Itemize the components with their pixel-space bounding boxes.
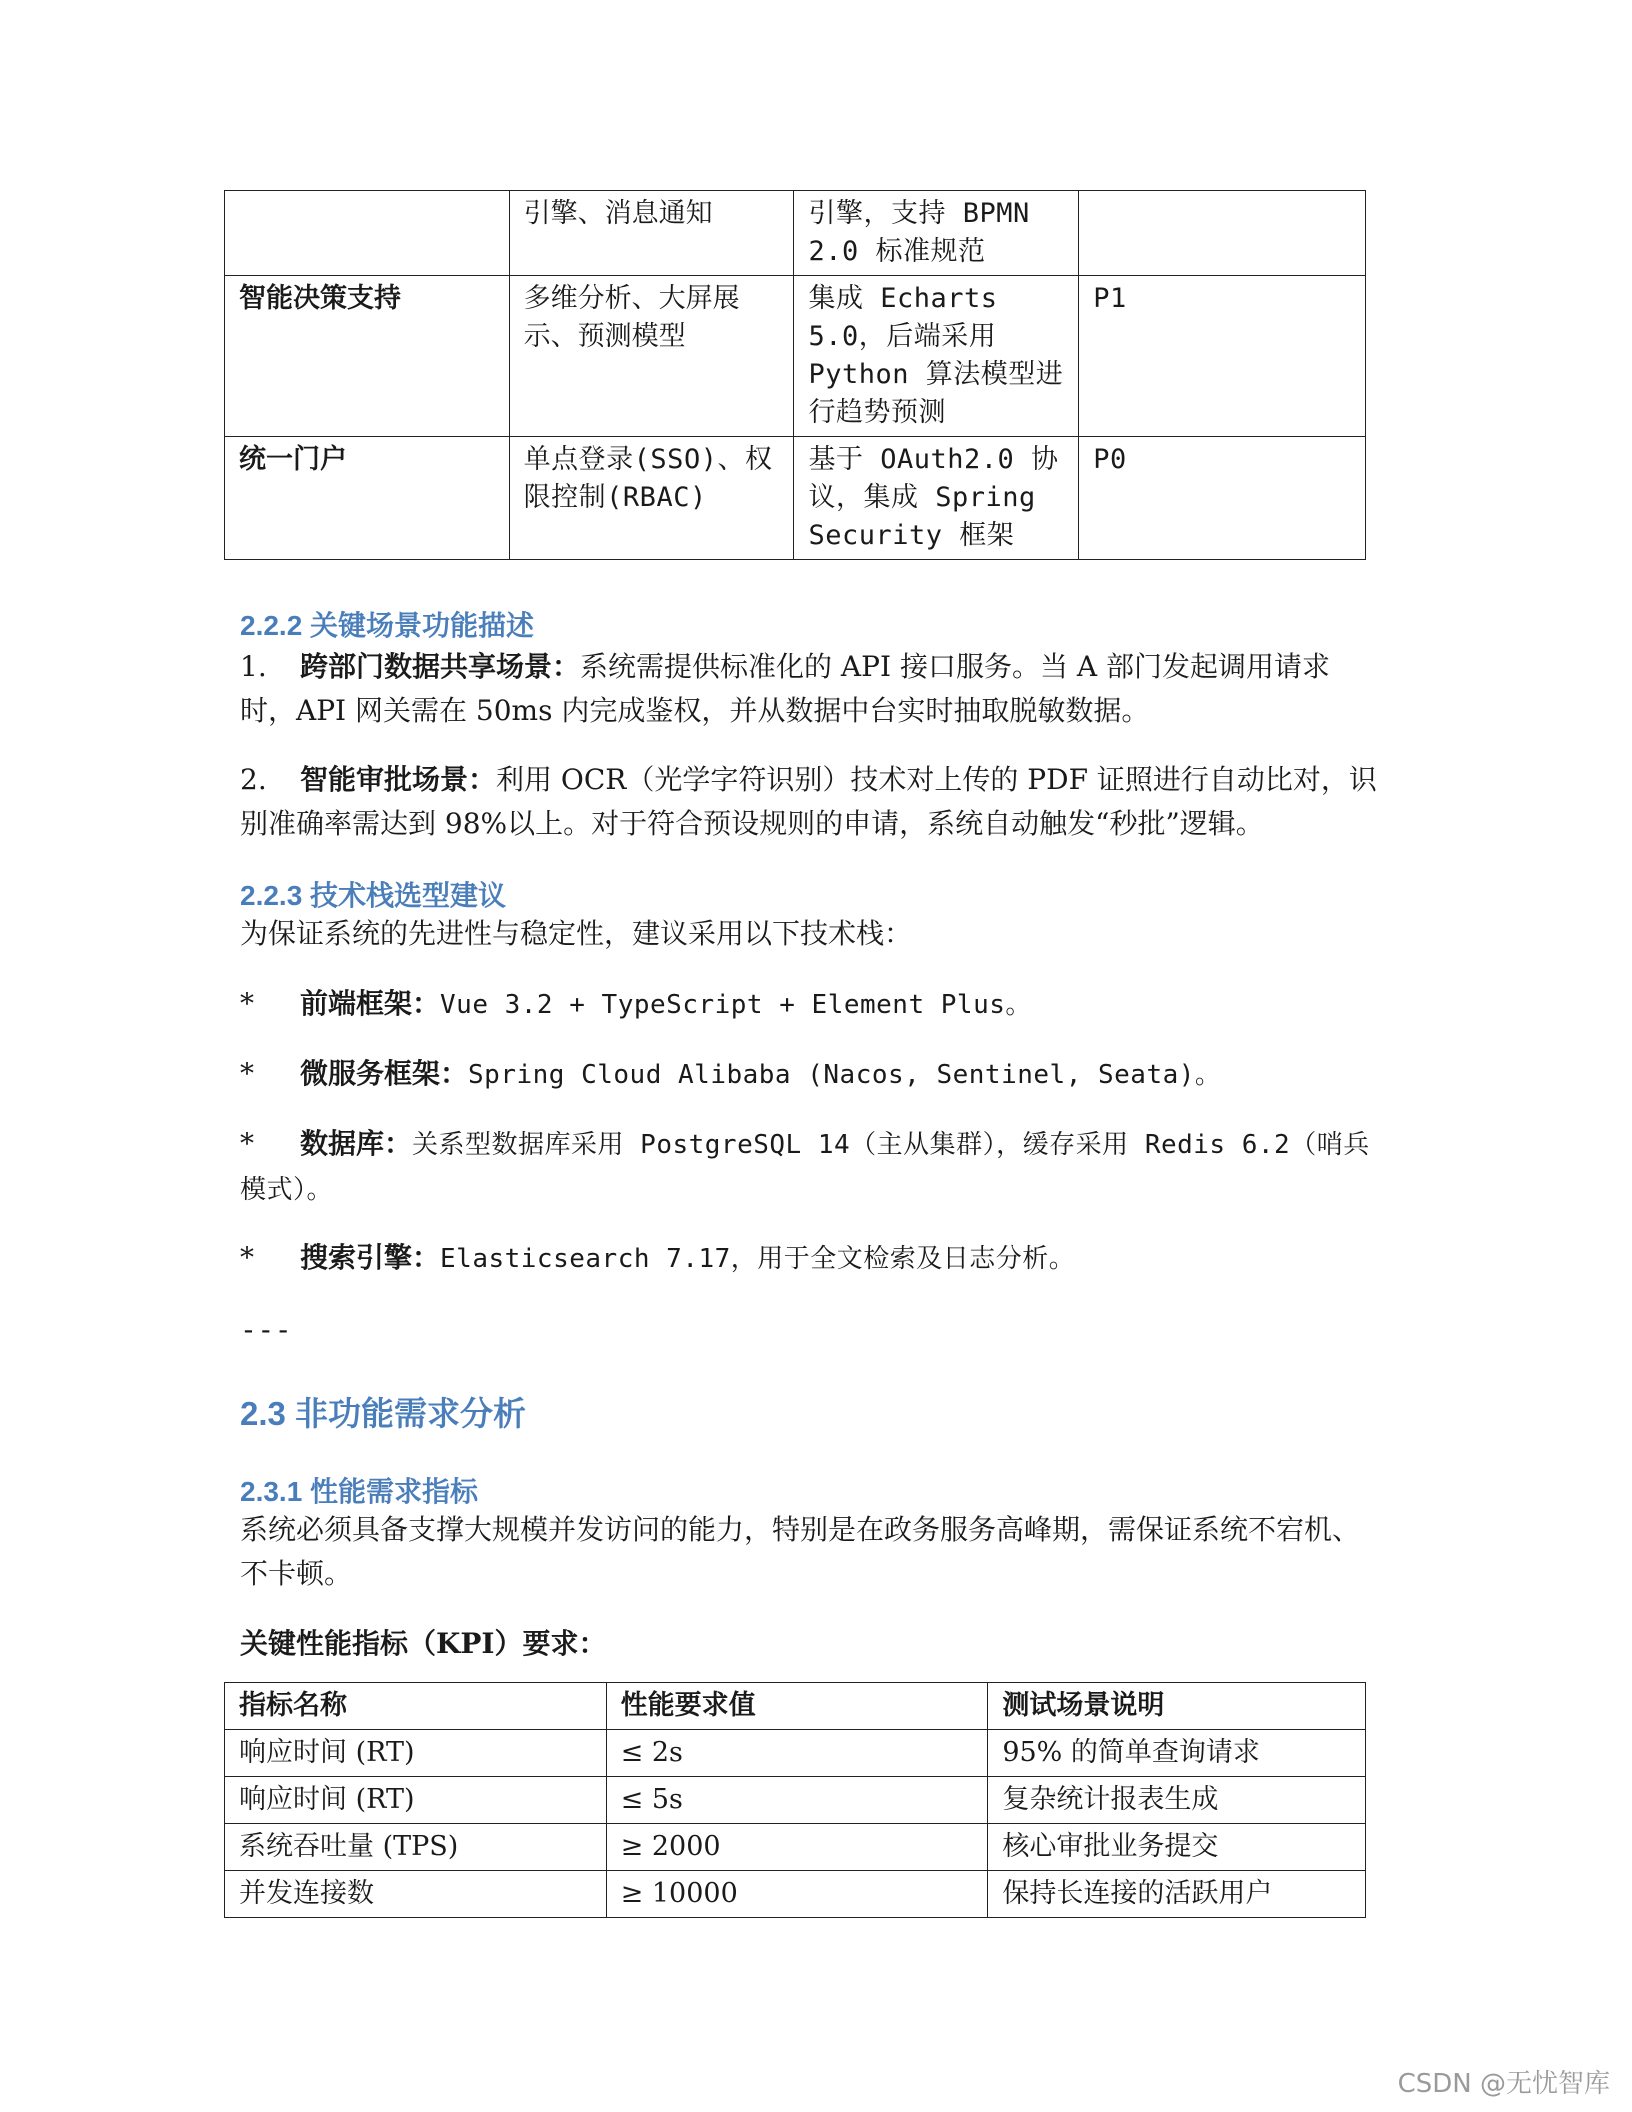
table-row [225,1871,1366,1918]
kpi-cell: ≥ 10000 [606,1871,988,1918]
item-title: 跨部门数据共享场景： [300,650,581,683]
bullet-text: Spring Cloud Alibaba (Nacos, Sentinel, Seata)。 [468,1060,1222,1090]
bullet-title: 微服务框架： [300,1057,469,1090]
section-heading-2-3-1: 2.3.1 性能需求指标 [240,1476,479,1507]
row-priority: P0 [1079,437,1366,560]
bullet-item [240,1236,1380,1281]
bullet-title: 前端框架： [300,987,441,1020]
bullet-text: Elasticsearch 7.17，用于全文检索及日志分析。 [440,1244,1076,1274]
section-heading-2-2-3: 2.2.3 技术栈选型建议 [240,880,507,911]
row-priority [1079,191,1366,276]
table-row [225,437,1366,560]
kpi-cell: 响应时间 (RT) [225,1730,607,1777]
performance-intro: 系统必须具备支撑大规模并发访问的能力，特别是在政务服务高峰期，需保证系统不宕机、不卡顿。 [240,1513,1361,1590]
bullet-item [240,1122,1380,1212]
row-tech: 引擎，支持 BPMN 2.0 标准规范 [794,191,1079,276]
kpi-cell: ≥ 2000 [606,1824,988,1871]
item-text: 利用 OCR（光学字符识别）技术对上传的 PDF 证照进行自动比对，识别准确率需达到 98%以上。对于符合预设规则的申请，系统自动触发“秒批”逻辑。 [240,763,1377,840]
kpi-cell: 复杂统计报表生成 [988,1777,1366,1824]
bullet-mark: * [240,1127,254,1160]
bullet-item [240,1052,1380,1097]
bullet-mark: * [240,987,254,1020]
kpi-header: 指标名称 [225,1683,607,1730]
row-tech: 基于 OAuth2.0 协议，集成 Spring Security 框架 [794,437,1079,560]
kpi-cell: 95% 的简单查询请求 [988,1730,1366,1777]
bullet-title: 搜索引擎： [300,1241,441,1274]
row-features: 多维分析、大屏展示、预测模型 [509,276,794,437]
tech-stack-intro: 为保证系统的先进性与稳定性，建议采用以下技术栈： [240,917,913,950]
kpi-cell: 并发连接数 [225,1871,607,1918]
row-name: 智能决策支持 [225,276,510,437]
kpi-cell: 保持长连接的活跃用户 [988,1871,1366,1918]
bullet-text: 关系型数据库采用 PostgreSQL 14（主从集群），缓存采用 Redis 6.2（哨兵模式）。 [240,1130,1370,1205]
scenario-item-1 [240,645,1380,733]
section-heading-2-2-2: 2.2.2 关键场景功能描述 [240,610,535,641]
kpi-header: 性能要求值 [606,1683,988,1730]
bullet-text: Vue 3.2 + TypeScript + Element Plus。 [440,990,1032,1020]
kpi-cell: 系统吞吐量 (TPS) [225,1824,607,1871]
table-row [225,1824,1366,1871]
top-table [224,190,1366,560]
row-name: 统一门户 [225,437,510,560]
item-number: 1. [240,650,267,683]
row-features: 引擎、消息通知 [509,191,794,276]
bullet-mark: * [240,1241,254,1274]
row-tech: 集成 Echarts 5.0，后端采用 Python 算法模型进行趋势预测 [794,276,1079,437]
item-number: 2. [240,763,267,796]
row-features: 单点登录(SSO)、权限控制(RBAC) [509,437,794,560]
watermark: CSDN @无忧智库 [1397,2069,1610,2099]
row-priority: P1 [1079,276,1366,437]
kpi-cell: 核心审批业务提交 [988,1824,1366,1871]
bullet-item [240,982,1380,1027]
separator: --- [240,1313,293,1346]
kpi-cell: 响应时间 (RT) [225,1777,607,1824]
kpi-cell: ≤ 2s [606,1730,988,1777]
kpi-table [224,1682,1366,1918]
kpi-cell: ≤ 5s [606,1777,988,1824]
table-row [225,1730,1366,1777]
section-heading-2-3: 2.3 非功能需求分析 [240,1395,527,1432]
bullet-title: 数据库： [300,1127,413,1160]
table-row [225,191,1366,276]
scenario-item-2 [240,758,1380,846]
row-name [225,191,510,276]
table-row [225,1777,1366,1824]
table-row [225,276,1366,437]
bullet-mark: * [240,1057,254,1090]
item-title: 智能审批场景： [300,763,497,796]
table-header-row [225,1683,1366,1730]
kpi-title: 关键性能指标（KPI）要求： [240,1627,607,1660]
kpi-header: 测试场景说明 [988,1683,1366,1730]
item-text: 系统需提供标准化的 API 接口服务。当 A 部门发起调用请求时，API 网关需在 50ms 内完成鉴权，并从数据中台实时抽取脱敏数据。 [240,650,1330,727]
